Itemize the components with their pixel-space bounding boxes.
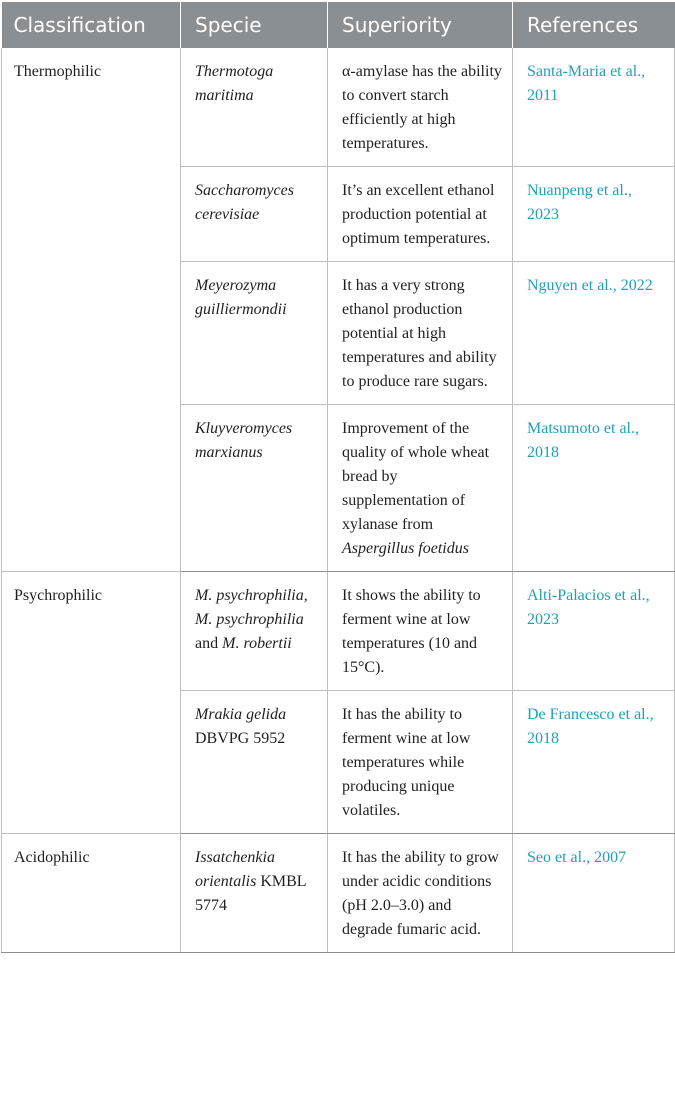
superiority-cell bbox=[328, 405, 513, 572]
reference-link[interactable]: Alti-Palacios et al., 2023 bbox=[513, 572, 675, 691]
strain-code: DBVPG 5952 bbox=[195, 730, 286, 747]
species-cell: Meyerozyma guilliermondii bbox=[181, 262, 328, 405]
species-cell bbox=[181, 572, 328, 691]
reference-link[interactable]: De Francesco et al., 2018 bbox=[513, 691, 675, 834]
species-text: M. psychrophilia, M. psychrophilia bbox=[195, 587, 308, 628]
species-text: Issatchenkia orientalis bbox=[195, 849, 275, 890]
table-row bbox=[2, 48, 675, 167]
reference-link[interactable]: Nuanpeng et al., 2023 bbox=[513, 167, 675, 262]
superiority-italic-text: Aspergillus foetidus bbox=[342, 540, 469, 557]
species-table bbox=[1, 2, 675, 953]
classification-cell: Thermophilic bbox=[2, 48, 181, 572]
species-cell: Kluyveromyces marxianus bbox=[181, 405, 328, 572]
superiority-text: Improvement of the quality of whole wheat bread by supplementation of xylanase from bbox=[342, 420, 490, 533]
superiority-cell: It shows the ability to ferment wine at low temperatures (10 and 15°C). bbox=[328, 572, 513, 691]
species-text: M. robertii bbox=[222, 635, 292, 652]
species-cell: Saccharomyces cerevisiae bbox=[181, 167, 328, 262]
reference-link[interactable]: Matsumoto et al., 2018 bbox=[513, 405, 675, 572]
table-row bbox=[2, 834, 675, 953]
species-cell bbox=[181, 691, 328, 834]
header-superiority: Superiority bbox=[328, 2, 513, 48]
header-row bbox=[2, 2, 675, 48]
species-cell: Thermotoga maritima bbox=[181, 48, 328, 167]
superiority-cell: It has a very strong ethanol production potential at high temperatures and ability to produce rare sugars. bbox=[328, 262, 513, 405]
header-references: References bbox=[513, 2, 675, 48]
header-specie: Specie bbox=[181, 2, 328, 48]
strain-code: KMBL 5774 bbox=[195, 873, 306, 914]
species-conjunction: and bbox=[195, 635, 219, 652]
superiority-cell: α-amylase has the ability to convert starch efficiently at high temperatures. bbox=[328, 48, 513, 167]
classification-cell: Acidophilic bbox=[2, 834, 181, 953]
superiority-cell: It has the ability to grow under acidic conditions (pH 2.0–3.0) and degrade fumaric acid. bbox=[328, 834, 513, 953]
table-row bbox=[2, 572, 675, 691]
species-text: Mrakia gelida bbox=[195, 706, 287, 723]
superiority-cell: It has the ability to ferment wine at low temperatures while producing unique volatiles. bbox=[328, 691, 513, 834]
reference-link[interactable]: Nguyen et al., 2022 bbox=[513, 262, 675, 405]
classification-cell: Psychrophilic bbox=[2, 572, 181, 834]
reference-link[interactable]: Santa-Maria et al., 2011 bbox=[513, 48, 675, 167]
species-cell bbox=[181, 834, 328, 953]
superiority-cell: It’s an excellent ethanol production potential at optimum temperatures. bbox=[328, 167, 513, 262]
reference-link[interactable]: Seo et al., 2007 bbox=[513, 834, 675, 953]
header-classification: Classification bbox=[2, 2, 181, 48]
